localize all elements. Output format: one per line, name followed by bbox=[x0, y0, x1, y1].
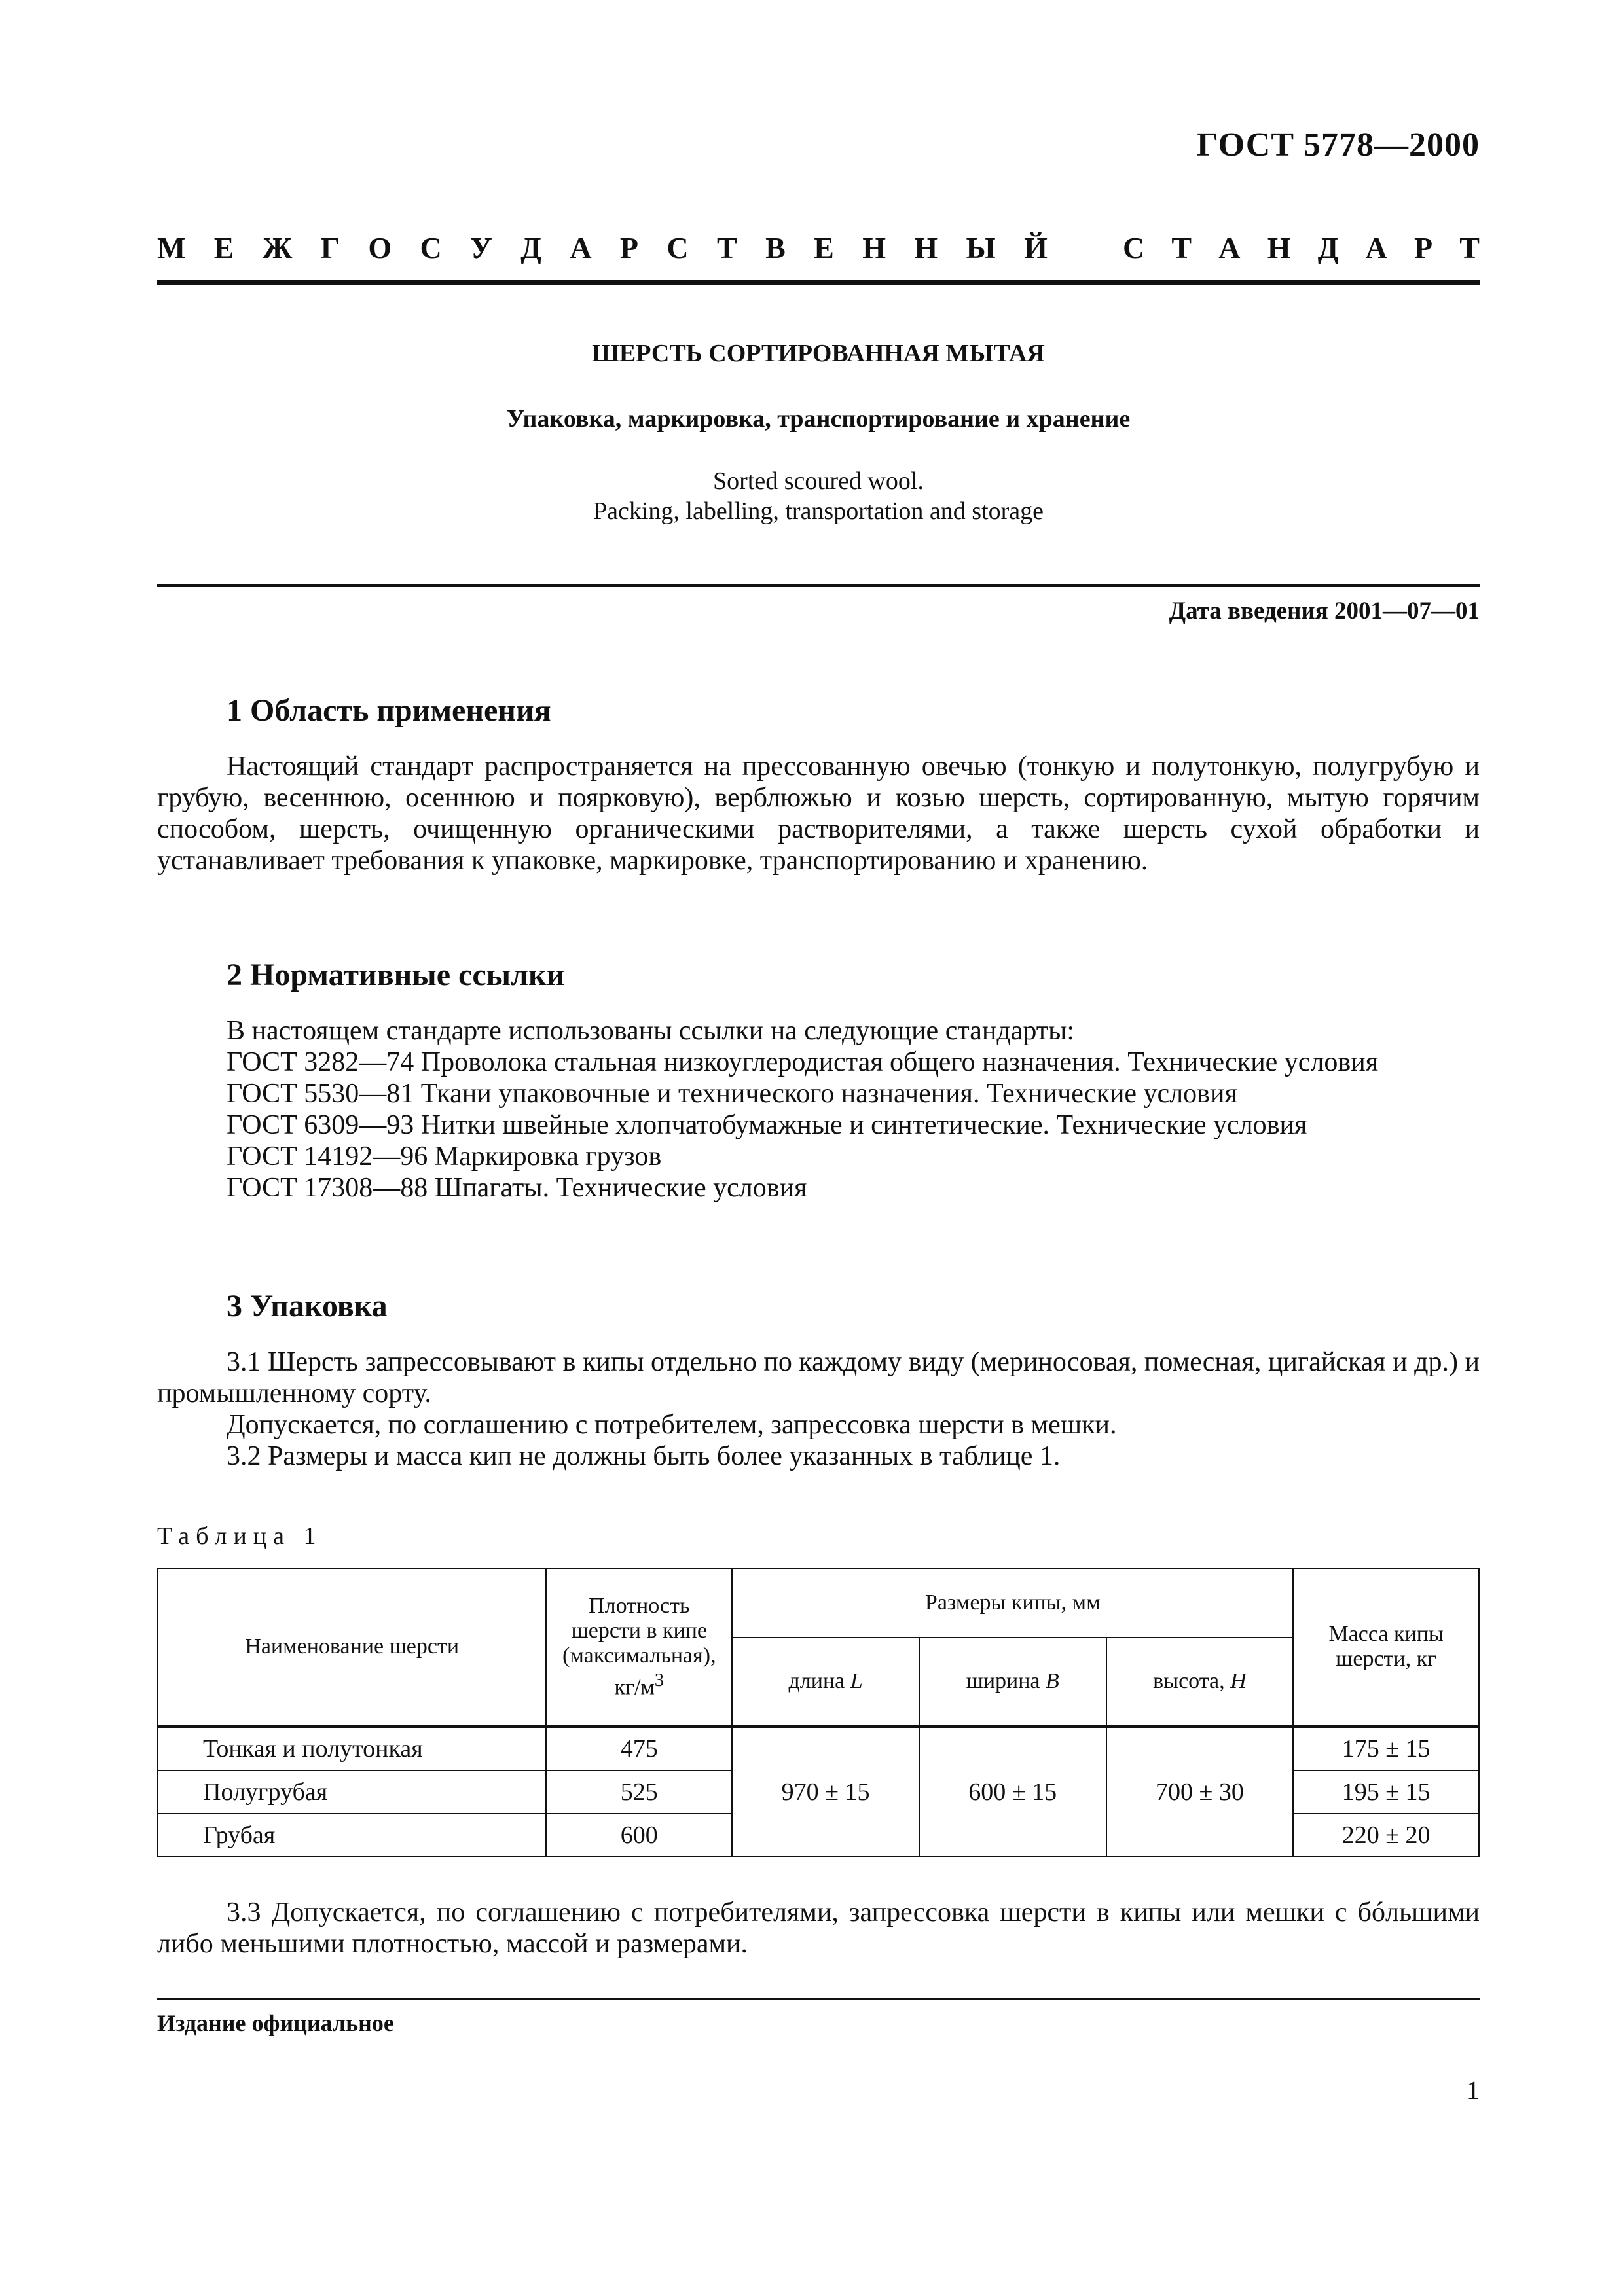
section-3-p2: Допускается, по соглашению с потребителем, запрессовка шерсти в мешки. bbox=[227, 1410, 1117, 1440]
banner-letter: Р bbox=[619, 231, 639, 264]
section-3-heading: 3 Упаковка bbox=[227, 1289, 388, 1323]
banner-letter: С bbox=[1123, 231, 1145, 264]
banner-letter: Н bbox=[1267, 231, 1291, 264]
cell-mass: 195 ± 15 bbox=[1293, 1770, 1479, 1814]
cell-density: 600 bbox=[546, 1814, 732, 1857]
reference-item: ГОСТ 17308—88 Шпагаты. Технические условия bbox=[227, 1173, 807, 1203]
cell-name: Тонкая и полутонкая bbox=[158, 1727, 546, 1771]
cell-density: 475 bbox=[546, 1727, 732, 1771]
banner-letter: С bbox=[666, 231, 689, 264]
header-length: длина L bbox=[732, 1638, 919, 1727]
section-1-text: Настоящий стандарт распространяется на прессованную овечью (тонкую и полутонкую, полугрубую и грубую, весеннюю, осеннюю и поярковую), верблюжью и козью шерсть, сортированную, мытую горячим способом, шерсть, очищенную органическими растворителями, а также шерсть сухой обработки и устанавливает требования к упаковке, маркировке, транспортированию и хранению. bbox=[157, 751, 1480, 876]
banner-letter: Т bbox=[1171, 231, 1192, 264]
reference-item: ГОСТ 5530—81 Ткани упаковочные и технического назначения. Технические условия bbox=[227, 1079, 1237, 1109]
banner-letter: Д bbox=[1317, 231, 1339, 264]
section-2-heading: 2 Нормативные ссылки bbox=[227, 958, 565, 992]
title-en-line-2: Packing, labelling, transportation and storage bbox=[593, 497, 1044, 525]
section-scope bbox=[157, 692, 1480, 876]
cell-length: 970 ± 15 bbox=[732, 1727, 919, 1857]
header-rule bbox=[157, 280, 1480, 285]
banner-letter: Й bbox=[1024, 231, 1048, 264]
cell-mass: 220 ± 20 bbox=[1293, 1814, 1479, 1857]
banner-letter: Ж bbox=[262, 231, 293, 264]
section-3-p4: 3.3 Допускается, по соглашению с потребителями, запрессовка шерсти в кипы или мешки с бóльшими либо меньшими плотностью, массой и размерами. bbox=[157, 1897, 1480, 1959]
official-edition: Издание официальное bbox=[157, 2010, 394, 2036]
header-height: высота, H bbox=[1106, 1638, 1294, 1727]
table-1 bbox=[157, 1568, 1480, 1857]
section-1-heading: 1 Область применения bbox=[227, 693, 551, 728]
header-name: Наименование шерсти bbox=[158, 1568, 546, 1727]
title-block bbox=[157, 339, 1480, 526]
table-row bbox=[158, 1727, 1479, 1771]
footer-rule bbox=[157, 1998, 1480, 2000]
section-3-p1: 3.1 Шерсть запрессовывают в кипы отдельно по каждому виду (мериносовая, помесная, цигайская и др.) и промышленному сорту. bbox=[157, 1347, 1480, 1408]
reference-item: ГОСТ 3282—74 Проволока стальная низкоуглеродистая общего назначения. Технические условия bbox=[227, 1047, 1379, 1077]
banner-letter: Ы bbox=[966, 231, 996, 264]
title-rule bbox=[157, 584, 1480, 587]
banner-letter: Д bbox=[520, 231, 541, 264]
banner-letter: Р bbox=[1413, 231, 1433, 264]
section-references bbox=[157, 957, 1480, 1204]
banner-letter: А bbox=[1218, 231, 1241, 264]
doc-number: ГОСТ 5778—2000 bbox=[1196, 126, 1480, 164]
cell-name: Грубая bbox=[158, 1814, 546, 1857]
page-number: 1 bbox=[1467, 2075, 1480, 2105]
banner-letter: Н bbox=[914, 231, 938, 264]
banner-letter: С bbox=[420, 231, 442, 264]
banner-word-2 bbox=[1123, 230, 1480, 265]
cell-height: 700 ± 30 bbox=[1106, 1727, 1294, 1857]
interstate-standard-banner bbox=[157, 230, 1480, 265]
banner-letter: Е bbox=[814, 231, 834, 264]
title-main: ШЕРСТЬ СОРТИРОВАННАЯ МЫТАЯ bbox=[592, 340, 1045, 367]
banner-letter: Т bbox=[1459, 231, 1480, 264]
title-en-line-1: Sorted scoured wool. bbox=[713, 467, 924, 495]
cell-mass: 175 ± 15 bbox=[1293, 1727, 1479, 1771]
banner-letter: Г bbox=[320, 231, 340, 264]
banner-word-1 bbox=[157, 230, 1048, 265]
banner-letter: В bbox=[765, 231, 786, 264]
title-sub: Упаковка, маркировка, транспортирование и хранение bbox=[506, 405, 1131, 433]
section-3-p3: 3.2 Размеры и масса кип не должны быть более указанных в таблице 1. bbox=[227, 1441, 1061, 1471]
cell-density: 525 bbox=[546, 1770, 732, 1814]
banner-letter: О bbox=[368, 231, 392, 264]
section-packing bbox=[157, 1288, 1480, 1472]
banner-letter: У bbox=[470, 231, 492, 264]
banner-letter: Н bbox=[862, 231, 886, 264]
title-english bbox=[157, 466, 1480, 526]
banner-letter: Т bbox=[717, 231, 737, 264]
banner-letter: Е bbox=[213, 231, 234, 264]
reference-item: ГОСТ 14192—96 Маркировка грузов bbox=[227, 1141, 662, 1172]
banner-letter: М bbox=[157, 231, 186, 264]
header-mass: Масса кипы шерсти, кг bbox=[1293, 1568, 1479, 1727]
cell-width: 600 ± 15 bbox=[919, 1727, 1106, 1857]
banner-letter: А bbox=[570, 231, 592, 264]
table-1-caption: Таблица 1 bbox=[157, 1522, 323, 1550]
intro-date: Дата введения 2001—07—01 bbox=[1169, 598, 1480, 624]
reference-item: ГОСТ 6309—93 Нитки швейные хлопчатобумажные и синтетические. Технические условия bbox=[227, 1110, 1307, 1140]
banner-letter: А bbox=[1365, 231, 1387, 264]
references-intro: В настоящем стандарте использованы ссылки на следующие стандарты: bbox=[227, 1016, 1075, 1046]
section-packing-cont bbox=[157, 1897, 1480, 1960]
header-width: ширина B bbox=[919, 1638, 1106, 1727]
header-dimensions: Размеры кипы, мм bbox=[732, 1568, 1293, 1638]
header-density: Плотность шерсти в кипе (максимальная), $кг/м^3$ bbox=[546, 1568, 732, 1727]
cell-name: Полугрубая bbox=[158, 1770, 546, 1814]
